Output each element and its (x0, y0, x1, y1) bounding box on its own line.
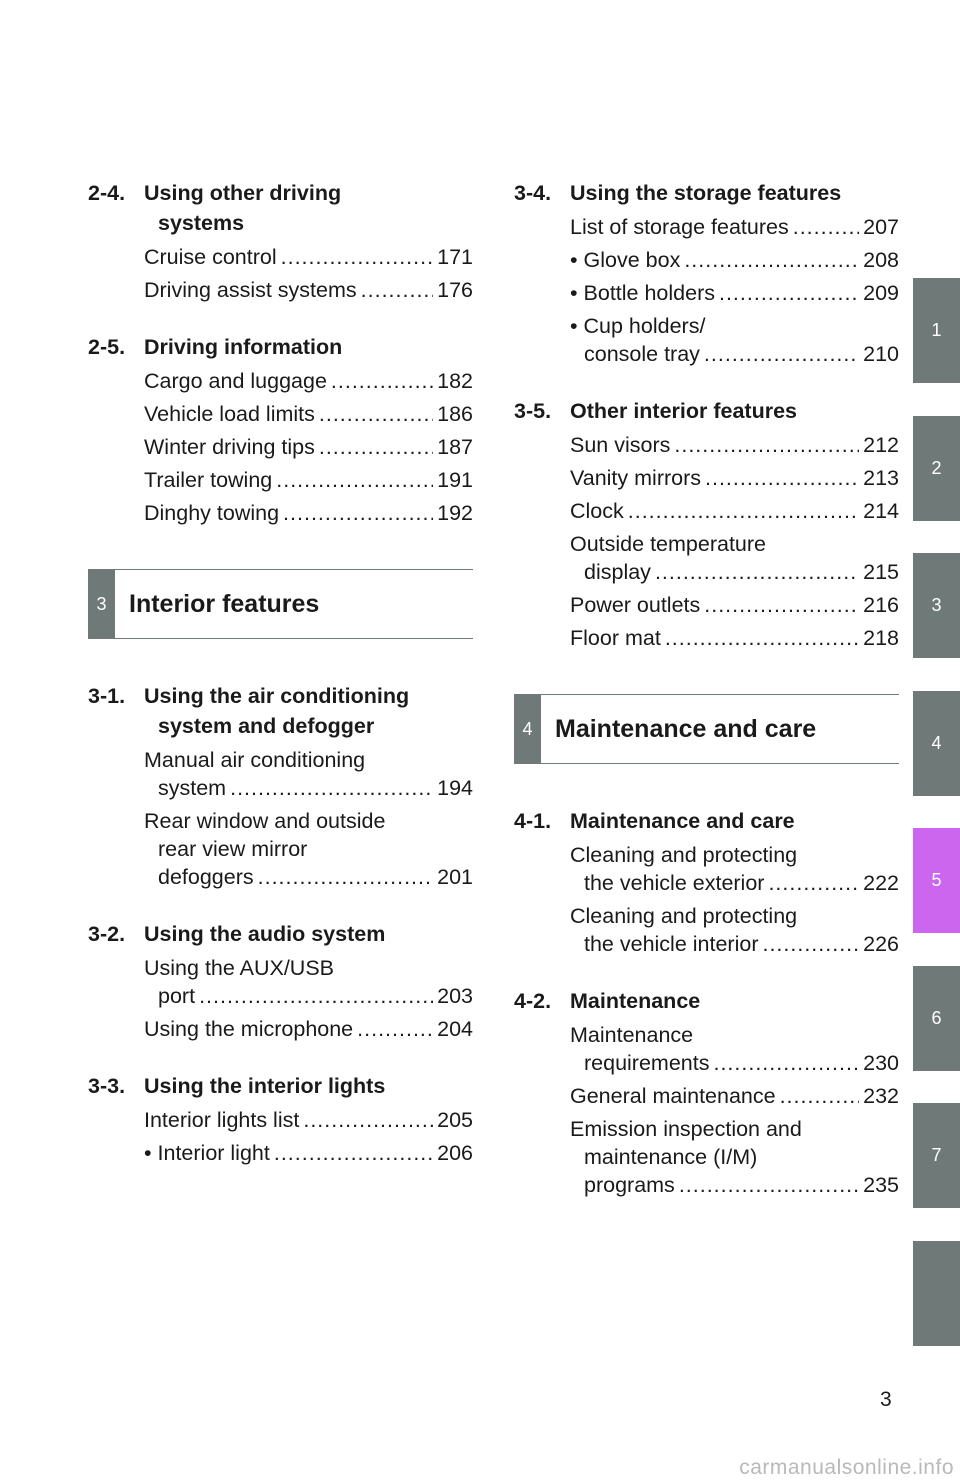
toc-entry-last-line (570, 340, 899, 368)
toc-entry[interactable] (570, 497, 899, 525)
section-title (144, 178, 473, 238)
section-number: 3-3. (88, 1074, 126, 1098)
toc-entry[interactable] (570, 464, 899, 492)
section-title (570, 986, 899, 1016)
toc-section (514, 986, 899, 1199)
page-ref[interactable]: 203 (437, 984, 473, 1008)
toc-entry-label: Maintenance (570, 1023, 694, 1047)
watermark: carmanualsonline.info (739, 1456, 954, 1479)
toc-entry-label: Rear window and outside (144, 809, 386, 833)
toc-entry[interactable] (570, 530, 899, 586)
toc-section (514, 806, 899, 958)
dot-leader (281, 243, 433, 271)
dot-leader (705, 464, 859, 492)
toc-entry-label: Using the microphone (144, 1017, 354, 1041)
section-title-line: Using the storage features (570, 181, 842, 205)
section-title (144, 332, 473, 362)
toc-entry-last-line (570, 930, 899, 958)
toc-entry-label: the vehicle exterior (584, 871, 765, 895)
toc-left-column (88, 178, 473, 1195)
toc-entry-label: display (584, 560, 651, 584)
toc-entry-text (570, 312, 899, 368)
toc-entry[interactable] (144, 1139, 473, 1167)
toc-entry-text (570, 591, 899, 619)
section-number: 2-4. (88, 181, 126, 205)
toc-entry-last-line (144, 243, 473, 271)
dot-leader (780, 1082, 860, 1110)
page-ref[interactable]: 215 (863, 560, 899, 584)
toc-section (514, 396, 899, 652)
section-title-line: Using other driving (144, 181, 342, 205)
section-number: 3-5. (514, 399, 552, 423)
chapter-tab-1[interactable]: 1 (913, 278, 960, 383)
dot-leader (713, 1049, 859, 1077)
toc-entry-last-line (570, 1082, 899, 1110)
toc-entry-text (144, 1139, 473, 1167)
toc-entry-last-line (144, 863, 473, 891)
dot-leader (655, 558, 859, 586)
section-title-line: Other interior features (570, 399, 797, 423)
toc-entry[interactable] (144, 1106, 473, 1134)
toc-entry-text (144, 746, 473, 802)
toc-entry-label: requirements (584, 1051, 710, 1075)
toc-entry[interactable] (144, 499, 473, 527)
dot-leader (768, 869, 859, 897)
toc-entry[interactable] (570, 1115, 899, 1199)
dot-leader (628, 497, 859, 525)
toc-entry-text (570, 841, 899, 897)
toc-entry[interactable] (570, 841, 899, 897)
dot-leader (319, 400, 433, 428)
toc-entry-label: • Interior light (144, 1139, 270, 1167)
toc-entry-label: maintenance (I/M) (584, 1145, 758, 1169)
toc-entry-label: Vanity mirrors (570, 466, 702, 490)
dot-leader (679, 1171, 859, 1199)
section-title-line: Maintenance and care (570, 809, 795, 833)
dot-leader (719, 279, 859, 307)
toc-entry-label: Outside temperature (570, 532, 766, 556)
section-title-line: system and defogger (158, 714, 375, 738)
page-ref[interactable]: 171 (437, 245, 473, 269)
dot-leader (230, 774, 433, 802)
chapter-number: 3 (88, 570, 115, 638)
toc-entry[interactable] (144, 807, 473, 891)
dot-leader (665, 624, 859, 652)
toc-entry-last-line (570, 869, 899, 897)
toc-entry-text (570, 1021, 899, 1077)
section-heading (514, 806, 899, 836)
toc-entry-last-line (144, 499, 473, 527)
toc-entry[interactable] (570, 246, 899, 274)
toc-entry[interactable] (570, 279, 899, 307)
chapter-tab-2[interactable]: 2 (913, 416, 960, 521)
section-title (570, 806, 899, 836)
toc-entry-label: programs (584, 1173, 675, 1197)
toc-entry[interactable] (570, 431, 899, 459)
toc-entry-text (144, 466, 473, 494)
page-ref[interactable]: 176 (437, 278, 473, 302)
toc-entry-label: Using the AUX/USB (144, 956, 335, 980)
toc-entry-label: Interior lights list (144, 1108, 300, 1132)
section-heading (88, 681, 473, 741)
toc-entry-text (570, 246, 899, 274)
toc-entry-last-line (144, 367, 473, 395)
toc-entry[interactable] (570, 902, 899, 958)
section-title (570, 396, 899, 426)
toc-entry-last-line (570, 1049, 899, 1077)
toc-entry-last-line (144, 1015, 473, 1043)
dot-leader (331, 367, 433, 395)
toc-entry-label: List of storage features (570, 215, 789, 239)
dot-leader (361, 276, 433, 304)
toc-entry-label: Driving assist systems (144, 278, 357, 302)
section-heading (88, 332, 473, 362)
toc-entry-last-line (144, 433, 473, 461)
toc-entry-text (570, 902, 899, 958)
toc-entry[interactable] (144, 1015, 473, 1043)
toc-entry[interactable] (570, 312, 899, 368)
toc-section (88, 1071, 473, 1167)
toc-entry-last-line (144, 774, 473, 802)
toc-entry-last-line (570, 279, 899, 307)
toc-entry[interactable] (144, 276, 473, 304)
toc-entry-last-line (144, 466, 473, 494)
toc-entry-last-line (570, 246, 899, 274)
toc-entry-last-line (144, 276, 473, 304)
section-heading (88, 919, 473, 949)
toc-entry-last-line (144, 1139, 473, 1167)
toc-section (514, 178, 899, 368)
section-heading (88, 178, 473, 238)
toc-entry-label: General maintenance (570, 1084, 776, 1108)
toc-entry[interactable] (570, 591, 899, 619)
dot-leader (274, 1139, 433, 1167)
dot-leader (283, 499, 433, 527)
toc-entry-label: port (158, 984, 196, 1008)
toc-entry-text (144, 807, 473, 891)
chapter-tab-4[interactable]: 4 (913, 691, 960, 796)
page-number: 3 (880, 1388, 892, 1411)
chapter-tab-index[interactable] (913, 1241, 960, 1346)
page-ref[interactable]: 210 (863, 342, 899, 366)
section-heading (514, 986, 899, 1016)
dot-leader (684, 246, 859, 274)
chapter-side-tabs (913, 0, 960, 1484)
page-ref[interactable]: 208 (863, 248, 899, 272)
toc-entry-text (570, 1115, 899, 1199)
section-heading (514, 178, 899, 208)
toc-entry-last-line (144, 982, 473, 1010)
toc-entry-last-line (144, 400, 473, 428)
page-ref[interactable]: 212 (863, 433, 899, 457)
page-ref[interactable]: 205 (437, 1108, 473, 1132)
toc-entry-text (144, 276, 473, 304)
toc-entry-text (144, 1106, 473, 1134)
chapter-tab-6[interactable]: 6 (913, 966, 960, 1071)
toc-entry-label: Cleaning and protecting (570, 904, 798, 928)
section-title (144, 681, 473, 741)
section-title (570, 178, 899, 208)
toc-section (88, 681, 473, 891)
section-heading (514, 396, 899, 426)
toc-entry-text (570, 213, 899, 241)
dot-leader (704, 591, 859, 619)
chapter-title: Maintenance and care (555, 714, 817, 743)
toc-entry-label: Emission inspection and (570, 1117, 802, 1141)
page-ref[interactable]: 186 (437, 402, 473, 426)
toc-entry-label: Cargo and luggage (144, 369, 327, 393)
toc-entry-text (570, 497, 899, 525)
toc-entry-last-line (570, 464, 899, 492)
toc-entry[interactable] (144, 954, 473, 1010)
toc-entry-label: Winter driving tips (144, 435, 315, 459)
toc-entry-text (144, 499, 473, 527)
toc-entry-label: Dinghy towing (144, 501, 280, 525)
section-title-line: Maintenance (570, 989, 701, 1013)
toc-entry-label: console tray (584, 342, 700, 366)
section-title (144, 1071, 473, 1101)
toc-entry-last-line (570, 591, 899, 619)
toc-entry-last-line (570, 213, 899, 241)
toc-entry[interactable] (570, 1021, 899, 1077)
section-number: 2-5. (88, 335, 126, 359)
chapter-tab-5[interactable]: 5 (913, 828, 960, 933)
dot-leader (258, 863, 433, 891)
section-title (144, 919, 473, 949)
page-ref[interactable]: 214 (863, 499, 899, 523)
toc-entry-text (570, 530, 899, 586)
toc-entry-text (144, 243, 473, 271)
toc-entry-last-line (570, 431, 899, 459)
toc-entry-text (144, 400, 473, 428)
toc-entry-text (144, 433, 473, 461)
section-title-line: Using the audio system (144, 922, 386, 946)
page-ref[interactable]: 187 (437, 435, 473, 459)
toc-entry-last-line (570, 1171, 899, 1199)
toc-entry-text (570, 279, 899, 307)
section-title-line: systems (158, 211, 245, 235)
toc-entry-last-line (570, 624, 899, 652)
dot-leader (357, 1015, 433, 1043)
toc-entry-text (144, 367, 473, 395)
toc-entry-label: Floor mat (570, 626, 661, 650)
page-ref[interactable]: 182 (437, 369, 473, 393)
toc-entry-text (144, 954, 473, 1010)
toc-entry-last-line (570, 497, 899, 525)
toc-entry[interactable] (144, 433, 473, 461)
toc-entry-label: Sun visors (570, 433, 671, 457)
page-ref[interactable]: 191 (437, 468, 473, 492)
section-title-line: Using the interior lights (144, 1074, 386, 1098)
page-ref[interactable]: 235 (863, 1173, 899, 1197)
section-number: 4-1. (514, 809, 552, 833)
toc-entry[interactable] (144, 367, 473, 395)
toc-entry[interactable] (144, 466, 473, 494)
section-number: 3-4. (514, 181, 552, 205)
dot-leader (674, 431, 859, 459)
toc-entry-label: Manual air conditioning (144, 748, 366, 772)
chapter-title: Interior features (129, 589, 320, 618)
toc-section (88, 178, 473, 304)
page-ref[interactable]: 192 (437, 501, 473, 525)
toc-entry[interactable] (570, 624, 899, 652)
page-ref[interactable]: 222 (863, 871, 899, 895)
dot-leader (762, 930, 859, 958)
section-number: 4-2. (514, 989, 552, 1013)
toc-entry-label: Clock (570, 499, 624, 523)
dot-leader (319, 433, 433, 461)
page-ref[interactable]: 209 (863, 281, 899, 305)
toc-entry[interactable] (144, 243, 473, 271)
toc-entry-text (144, 1015, 473, 1043)
toc-right-column (514, 178, 899, 1227)
page-ref[interactable]: 226 (863, 932, 899, 956)
toc-entry-label: the vehicle interior (584, 932, 759, 956)
chapter-tab-7[interactable]: 7 (913, 1103, 960, 1208)
toc-entry-text (570, 431, 899, 459)
toc-entry-label: • Bottle holders (570, 279, 715, 307)
toc-entry-text (570, 464, 899, 492)
dot-leader (199, 982, 433, 1010)
page-ref[interactable]: 232 (863, 1084, 899, 1108)
section-heading (88, 1071, 473, 1101)
toc-entry-label: system (158, 776, 227, 800)
section-number: 3-1. (88, 684, 126, 708)
section-title-line: Using the air conditioning (144, 684, 410, 708)
toc-entry[interactable] (144, 746, 473, 802)
toc-entry[interactable] (570, 213, 899, 241)
chapter-heading (514, 694, 899, 764)
toc-entry-label: Power outlets (570, 593, 701, 617)
toc-entry-last-line (144, 1106, 473, 1134)
page-ref[interactable]: 230 (863, 1051, 899, 1075)
toc-entry-label: Cleaning and protecting (570, 843, 798, 867)
toc-entry-label: Cruise control (144, 245, 277, 269)
toc-entry[interactable] (570, 1082, 899, 1110)
dot-leader (303, 1106, 433, 1134)
page-ref[interactable]: 204 (437, 1017, 473, 1041)
toc-entry-label: • Cup holders/ (570, 312, 899, 340)
toc-entry[interactable] (144, 400, 473, 428)
chapter-heading (88, 569, 473, 639)
chapter-number: 4 (514, 695, 541, 763)
page-ref[interactable]: 218 (863, 626, 899, 650)
toc-entry-last-line (570, 558, 899, 586)
page-ref[interactable]: 201 (437, 865, 473, 889)
dot-leader (793, 213, 859, 241)
toc-entry-label: defoggers (158, 865, 254, 889)
page-ref[interactable]: 207 (863, 215, 899, 239)
chapter-tab-3[interactable]: 3 (913, 553, 960, 658)
page-ref[interactable]: 216 (863, 593, 899, 617)
toc-section (88, 332, 473, 527)
section-number: 3-2. (88, 922, 126, 946)
page-ref[interactable]: 194 (437, 776, 473, 800)
dot-leader (276, 466, 433, 494)
section-title-line: Driving information (144, 335, 343, 359)
page-ref[interactable]: 213 (863, 466, 899, 490)
toc-entry-label: rear view mirror (158, 837, 308, 861)
dot-leader (704, 340, 859, 368)
toc-entry-text (570, 1082, 899, 1110)
toc-entry-label: • Glove box (570, 246, 680, 274)
toc-entry-label: Trailer towing (144, 468, 273, 492)
toc-entry-label: Vehicle load limits (144, 402, 315, 426)
toc-section (88, 919, 473, 1043)
page-ref[interactable]: 206 (437, 1141, 473, 1165)
toc-entry-text (570, 624, 899, 652)
